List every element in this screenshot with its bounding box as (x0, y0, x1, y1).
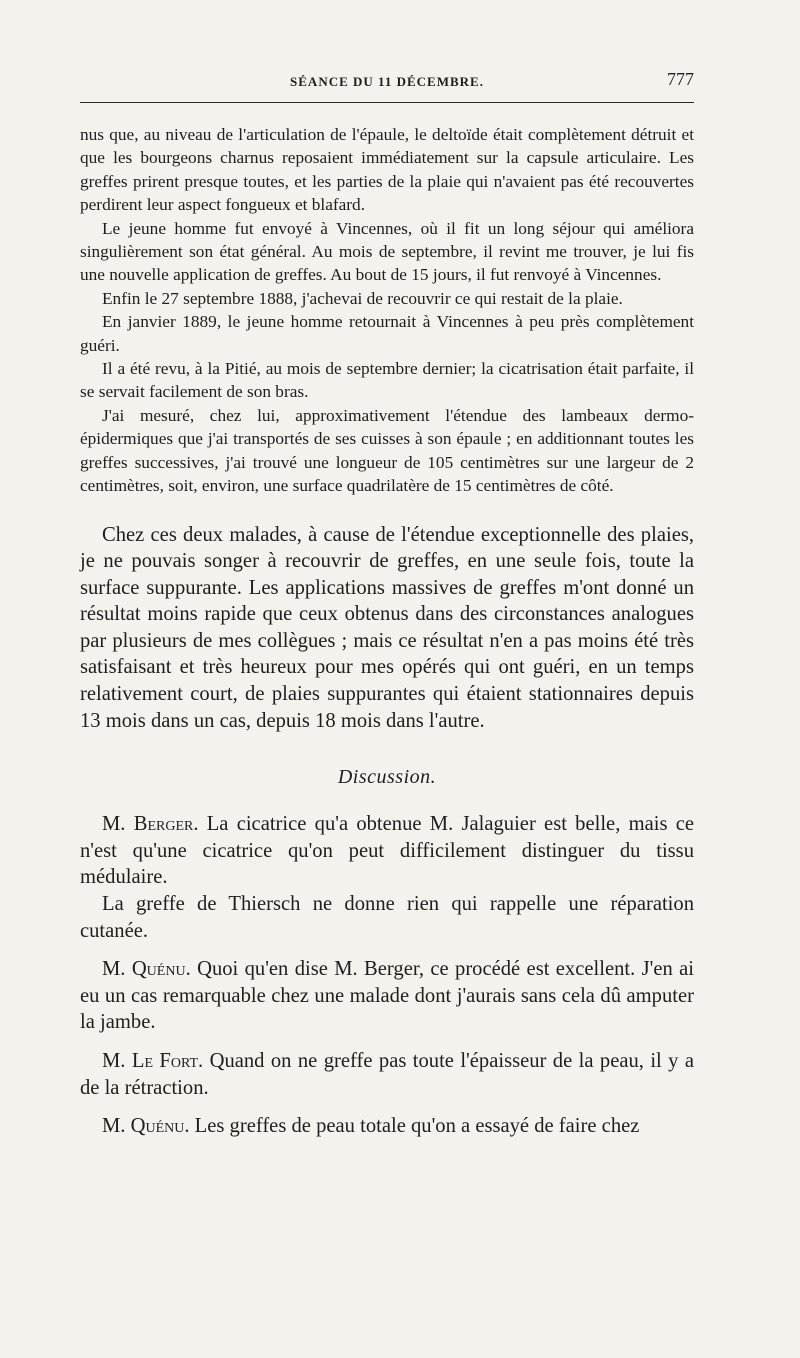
page-header (80, 66, 694, 92)
paragraph: nus que, au niveau de l'articulation de l'épaule, le deltoïde était complètement détruit et que les bourgeons charnus reposaient immédiatement sur la capsule articulaire. Les greffes prirent presque toutes, et les parties de la plaie qui n'avaient pas été recouvertes perdirent leur aspect fongueux et blafard. (80, 125, 694, 215)
speech-text: Quoi qu'en dise M. Berger, ce procédé est excellent. J'en ai eu un cas remarquable chez une malade dont j'aurais sans cela dû amputer la jambe. (80, 958, 694, 1034)
discussion-entry (80, 956, 694, 1036)
speech-text: La cicatrice qu'a obtenue M. Jalaguier est belle, mais ce n'est qu'une cicatrice qu'on peut difficilement distinguer du tissu médulaire. (80, 813, 694, 889)
conclusion-text (80, 522, 694, 735)
paragraph: Il a été revu, à la Pitié, au mois de septembre dernier; la cicatrisation était parfaite, il se servait facilement de son bras. (80, 359, 694, 402)
speaker-name: M. Le Fort. (102, 1050, 204, 1072)
case-report-text (80, 123, 694, 498)
discussion-entry (80, 891, 694, 944)
speech-text: Les greffes de peau totale qu'on a essayé de faire chez (189, 1115, 640, 1138)
discussion-entry (80, 1113, 694, 1140)
speech-text: Quand on ne greffe pas toute l'épaisseur de la peau, il y a de la rétraction. (80, 1050, 695, 1099)
paragraph: J'ai mesuré, chez lui, approximativement l'étendue des lambeaux dermo-épidermiques que j'ai transportés de ses cuisses à son épaule ; en additionnant toutes les greffes successives, j'ai trouvé une longueur de 105 centimètres sur une largeur de 2 centimètres, soit, environ, une surface quadrilatère de 15 centimètres de côté. (80, 405, 694, 496)
speaker-name: M. Quénu. (102, 958, 191, 981)
speech-text: La greffe de Thiersch ne donne rien qui rappelle une réparation cutanée. (80, 893, 694, 942)
paragraph: Enfin le 27 septembre 1888, j'achevai de recouvrir ce qui restait de la plaie. (102, 288, 623, 308)
running-head: SÉANCE DU 11 DÉCEMBRE. (290, 74, 484, 89)
paragraph: Le jeune homme fut envoyé à Vincennes, où il fit un long séjour qui améliora singulièrement son état général. Au mois de septembre, il revint me trouver, je lui fis une nouvelle application de greffes. Au bout de 15 jours, il fut renvoyé à Vincennes. (80, 218, 694, 285)
speaker-name: M. Berger. (102, 813, 199, 836)
discussion-entry (80, 811, 694, 891)
header-rule (80, 102, 694, 103)
document-page (80, 66, 694, 1140)
speaker-name: M. Quénu. (102, 1115, 190, 1138)
page-number: 777 (667, 69, 694, 89)
discussion-heading: Discussion. (337, 766, 437, 789)
paragraph: En janvier 1889, le jeune homme retournait à Vincennes à peu près complètement guéri. (80, 312, 694, 355)
discussion-text (80, 811, 694, 1140)
paragraph: Chez ces deux malades, à cause de l'étendue exceptionnelle des plaies, je ne pouvais songer à recouvrir de greffes, en une seule fois, toute la surface suppurante. Les applications massives de greffes m'ont donné un résultat moins rapide que ceux obtenus dans des circonstances analogues par plusieurs de mes collègues ; mais ce résultat n'en a pas moins été très satisfaisant et très heureux pour mes opérés qui ont guéri, en un temps relativement court, de plaies suppurantes qui étaient stationnaires depuis 13 mois dans un cas, depuis 18 mois dans l'autre. (80, 523, 694, 732)
discussion-entry (80, 1048, 694, 1101)
